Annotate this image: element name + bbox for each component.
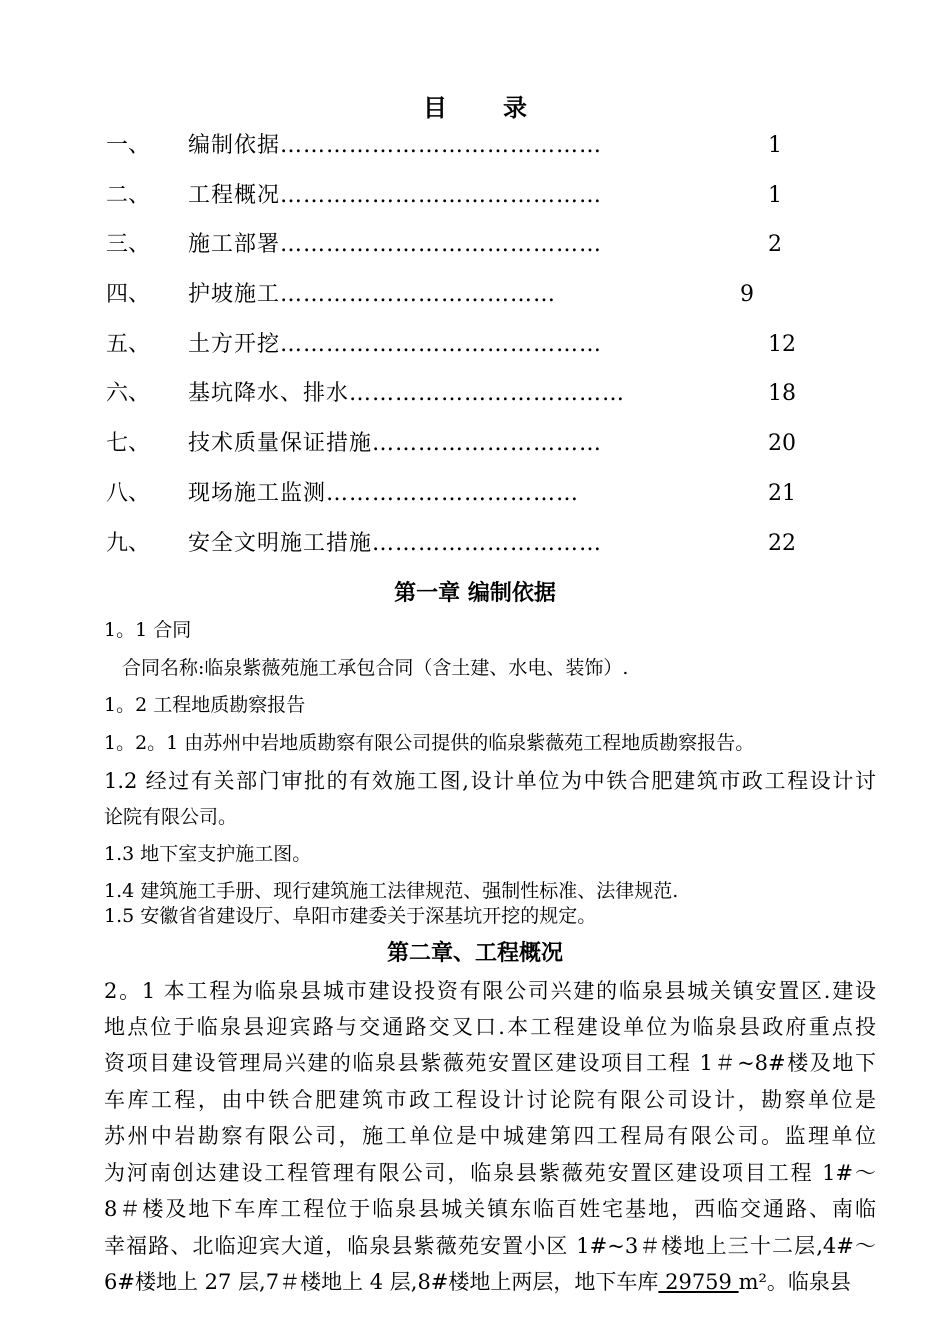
toc-item-number: 九、 (106, 531, 151, 556)
toc-item-label: 土方开挖…………………………………… (188, 332, 603, 357)
toc-item-label: 施工部署…………………………………… (188, 232, 603, 257)
paragraph: 1.5 安徽省省建设厅、阜阳市建委关于深基坑开挖的规定。 (104, 905, 597, 927)
toc-item (0, 528, 950, 560)
toc-item (0, 279, 950, 311)
toc-item (0, 378, 950, 410)
toc-item-page: 2 (768, 232, 782, 257)
paragraph: 1。1 合同 (104, 619, 192, 641)
area-value: 29759 (658, 1270, 739, 1294)
toc-item-number: 四、 (106, 282, 151, 307)
toc-item-label: 现场施工监测…………………………… (188, 481, 580, 506)
toc-item-label: 护坡施工……………………………… (188, 282, 557, 307)
paragraph-line (104, 1267, 876, 1297)
toc-title: 目录 (423, 94, 583, 122)
toc-item-number: 二、 (106, 183, 151, 208)
toc-item (0, 478, 950, 510)
toc-item (0, 329, 950, 361)
toc-item-number: 五、 (106, 332, 151, 357)
toc-item (0, 229, 950, 261)
chapter-2-title: 第二章、工程概况 (386, 941, 563, 966)
paragraph: 合同名称:临泉紫薇苑施工承包合同（含土建、水电、装饰）. (122, 657, 629, 679)
toc-item-page: 12 (768, 332, 796, 357)
toc-item-page: 18 (768, 381, 796, 406)
paragraph-line-text: 6#楼地上 27 层,7＃楼地上 4 层,8#楼地上两层，地下车库 (104, 1270, 659, 1294)
toc-item-label: 技术质量保证措施………………………… (188, 431, 603, 456)
paragraph-line: 1.2 经过有关部门审批的有效施工图,设计单位为中铁合肥建筑市政工程设计讨 (104, 769, 876, 793)
toc-item-label: 基坑降水、排水……………………………… (188, 381, 626, 406)
paragraph: 1.3 地下室支护施工图。 (104, 843, 312, 865)
toc-item-page: 20 (768, 431, 796, 456)
toc-item-number: 六、 (106, 381, 151, 406)
paragraph: 1.4 建筑施工手册、现行建筑施工法律规范、强制性标准、法律规范. (104, 880, 679, 902)
paragraph-line: 车库工程，由中铁合肥建筑市政工程设计讨论院有限公司设计，勘察单位是 (104, 1088, 876, 1112)
toc-item (0, 428, 950, 460)
toc-item (0, 130, 950, 162)
paragraph-line: 论院有限公司。 (104, 806, 238, 828)
toc-item-number: 七、 (106, 431, 151, 456)
toc-item-number: 八、 (106, 481, 151, 506)
paragraph-line: 2。1 本工程为临泉县城市建设投资有限公司兴建的临泉县城关镇安置区.建设 (104, 979, 876, 1003)
toc-item (0, 180, 950, 212)
toc-item-label: 安全文明施工措施………………………… (188, 531, 603, 556)
paragraph-line: 苏州中岩勘察有限公司，施工单位是中城建第四工程局有限公司。监理单位 (104, 1124, 876, 1148)
toc-item-label: 编制依据…………………………………… (188, 133, 603, 158)
paragraph-line: 资项目建设管理局兴建的临泉县紫薇苑安置区建设项目工程 1＃~8#楼及地下 (104, 1051, 876, 1075)
paragraph-line: 为河南创达建设工程管理有限公司，临泉县紫薇苑安置区建设项目工程 1#～ (104, 1161, 876, 1185)
paragraph-line: 地点位于临泉县迎宾路与交通路交叉口.本工程建设单位为临泉县政府重点投 (104, 1015, 876, 1039)
toc-item-number: 一、 (106, 133, 151, 158)
toc-item-page: 22 (768, 531, 796, 556)
toc-item-page: 21 (768, 481, 796, 506)
toc-item-number: 三、 (106, 232, 151, 257)
paragraph-line: 幸福路、北临迎宾大道，临泉县紫薇苑安置小区 1#~3＃楼地上三十二层,4#～ (104, 1234, 876, 1258)
toc-item-page: 9 (740, 282, 754, 307)
toc-item-page: 1 (768, 133, 782, 158)
paragraph: 1。2。1 由苏州中岩地质勘察有限公司提供的临泉紫薇苑工程地质勘察报告。 (104, 732, 755, 754)
toc-item-label: 工程概况…………………………………… (188, 183, 603, 208)
chapter-1-title: 第一章 编制依据 (394, 581, 556, 606)
area-unit-text: m²。临泉县 (738, 1270, 851, 1294)
toc-item-page: 1 (768, 183, 782, 208)
paragraph-line: 8＃楼及地下车库工程位于临泉县城关镇东临百姓宅基地，西临交通路、南临 (104, 1197, 876, 1221)
paragraph: 1。2 工程地质勘察报告 (104, 694, 306, 716)
